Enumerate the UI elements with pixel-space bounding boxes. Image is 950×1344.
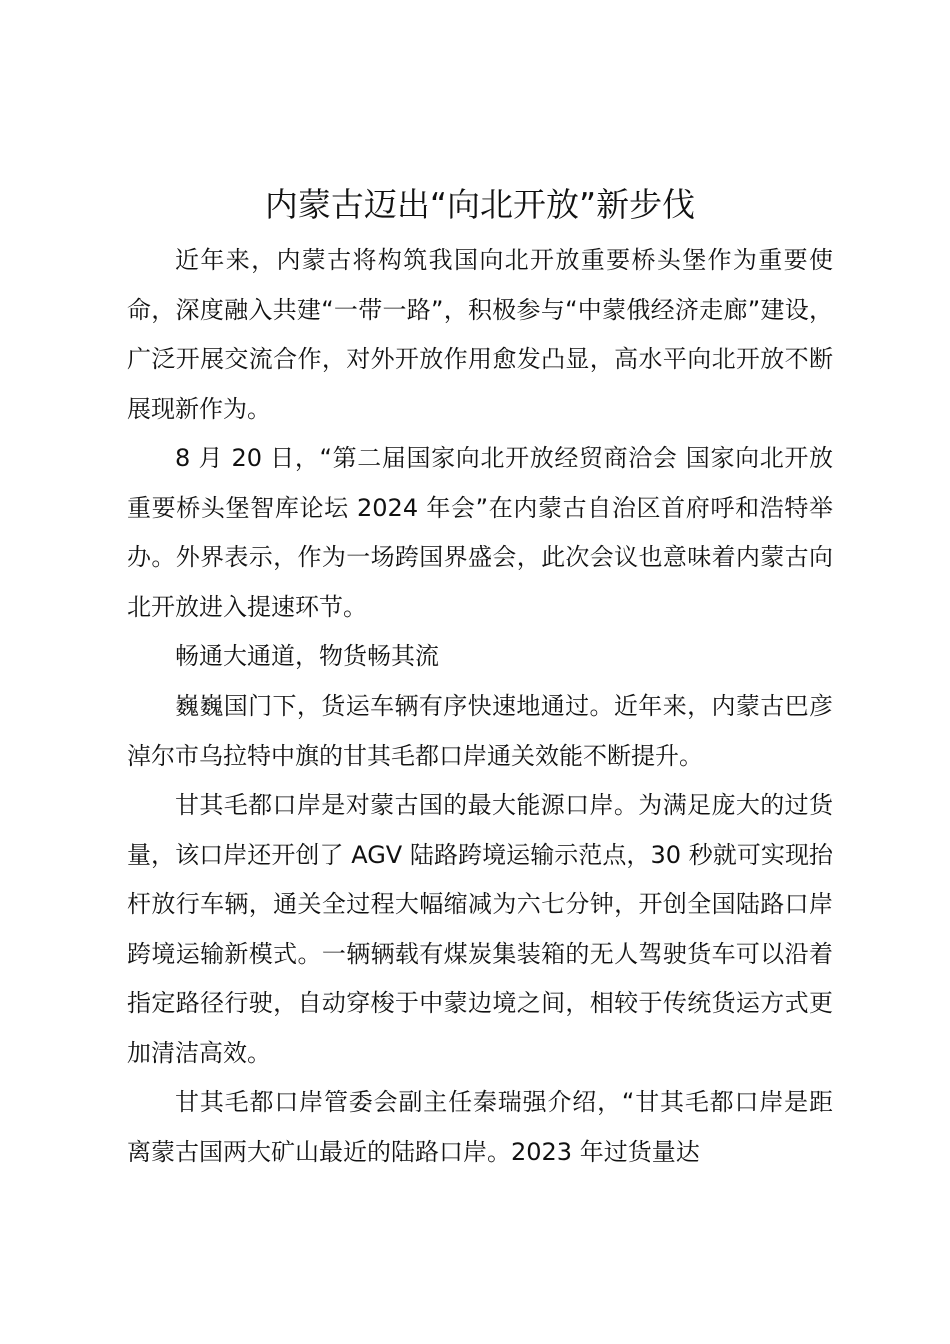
paragraph-intro: 近年来，内蒙古将构筑我国向北开放重要桥头堡作为重要使命，深度融入共建“一带一路”，积极参与“中蒙俄经济走廊”建设，广泛开展交流合作，对外开放作用愈发凸显，高水平向北开放不断展现新作为。	[127, 246, 833, 423]
paragraph-port-efficiency: 巍巍国门下，货运车辆有序快速地通过。近年来，内蒙古巴彦淖尔市乌拉特中旗的甘其毛都口岸通关效能不断提升。	[127, 692, 833, 770]
paragraph-quote: 甘其毛都口岸管委会副主任秦瑞强介绍，“甘其毛都口岸是距离蒙古国两大矿山最近的陆路口岸。2023 年过货量达	[127, 1088, 833, 1166]
paragraph-agv: 甘其毛都口岸是对蒙古国的最大能源口岸。为满足庞大的过货量，该口岸还开创了 AGV 陆路跨境运输示范点，30 秒就可实现抬杆放行车辆，通关全过程大幅缩减为六七分钟，开创全国陆路口岸跨境运输新模式。一辆辆载有煤炭集装箱的无人驾驶货车可以沿着指定路径行驶，自动穿梭于中蒙边境之间，相较于传统货运方式更加清洁高效。	[127, 791, 833, 1067]
paragraph-forum: 8 月 20 日，“第二届国家向北开放经贸商洽会 国家向北开放重要桥头堡智库论坛 2024 年会”在内蒙古自治区首府呼和浩特举办。外界表示，作为一场跨国界盛会，此次会议也意味着内蒙古向北开放进入提速环节。	[127, 444, 833, 621]
document-title: 内蒙古迈出“向北开放”新步伐	[264, 185, 696, 224]
section-heading: 畅通大通道，物货畅其流	[175, 642, 439, 670]
